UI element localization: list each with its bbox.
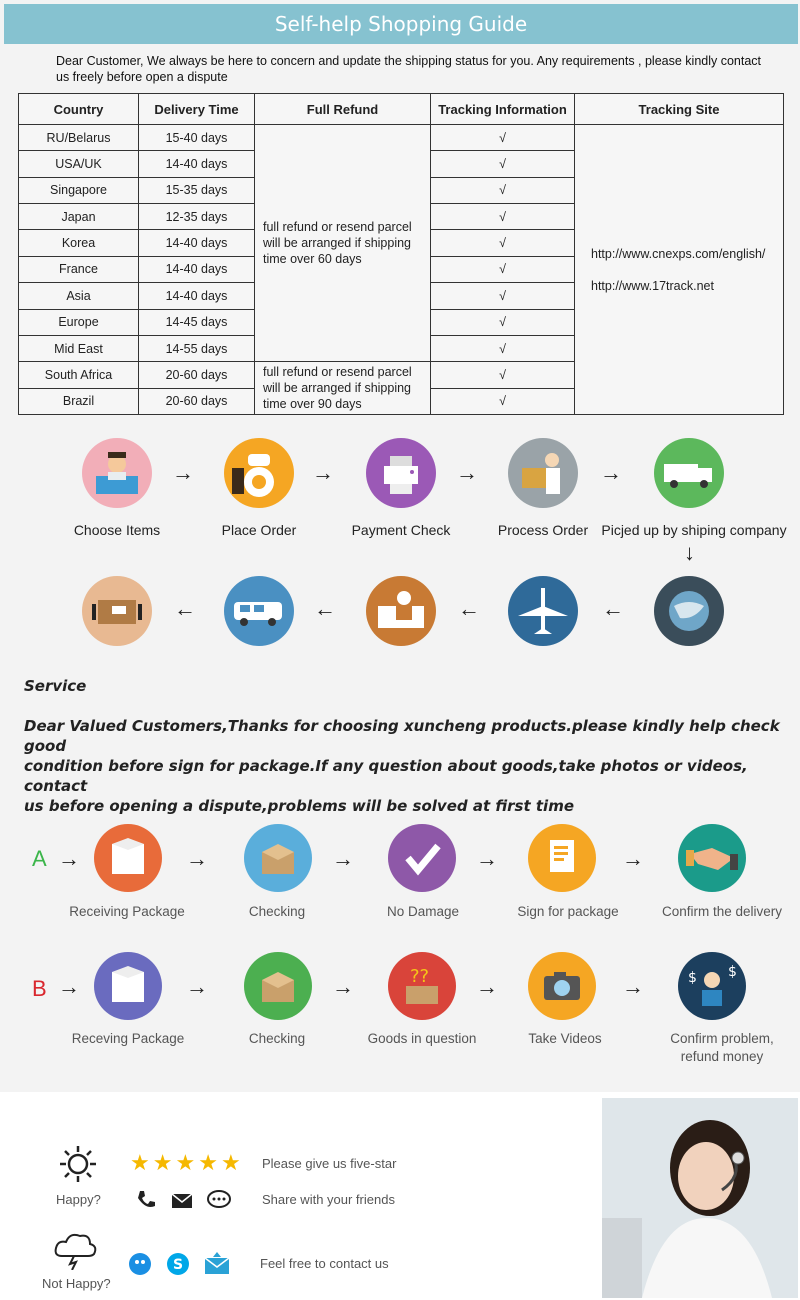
star-icon[interactable]: ★	[130, 1150, 150, 1175]
receiving-package-b-icon	[94, 952, 162, 1020]
tracking-site-link-17track[interactable]: http://www.17track.net	[591, 278, 714, 293]
flow-a-letter: A	[32, 846, 47, 871]
shipping-table	[18, 93, 784, 415]
package-delivered-icon	[82, 576, 152, 646]
tracking-check-cell: √	[431, 335, 575, 361]
truck-icon	[654, 438, 724, 508]
flow-a-label-5: Confirm the delivery	[661, 904, 783, 919]
country-cell: Brazil	[19, 388, 139, 414]
flow-b-arrow-1: →	[186, 974, 208, 999]
tracking-site-cell	[575, 125, 784, 415]
tracking-check-cell: √	[431, 256, 575, 282]
intro-text: Dear Customer, We always be here to concern and update the shipping status for you. Any requirements , please kindly contact us freely before open a dispute	[56, 54, 762, 84]
feedback-panel	[0, 1092, 800, 1300]
delivery-time-cell: 15-35 days	[139, 177, 255, 203]
delivery-time-cell: 20-60 days	[139, 362, 255, 388]
flow-b-label-1: Receving Package	[71, 1031, 185, 1046]
camera-icon	[528, 952, 596, 1020]
step-label-payment-check: Payment Check	[351, 522, 451, 538]
country-cell: RU/Belarus	[19, 125, 139, 151]
phone-icon[interactable]	[134, 1188, 158, 1212]
not-happy-label: Not Happy?	[42, 1276, 111, 1291]
payment-check-icon	[366, 438, 436, 508]
tracking-check-cell: √	[431, 388, 575, 414]
tracking-check-cell: √	[431, 177, 575, 203]
flow-b-arrow-0: →	[58, 974, 80, 999]
flow-a-arrow-1: →	[186, 846, 208, 871]
star-icon[interactable]: ★	[198, 1150, 218, 1175]
table-row	[19, 125, 784, 151]
check-mark-icon	[388, 824, 456, 892]
chat-icon[interactable]	[206, 1188, 232, 1212]
country-cell: France	[19, 256, 139, 282]
flow-a-arrow-4: →	[622, 846, 644, 871]
process-arrow-8: ←	[602, 596, 624, 621]
process-arrow-5: ←	[174, 596, 196, 621]
service-title: Service	[24, 677, 87, 695]
receiving-package-icon	[94, 824, 162, 892]
contact-text: Feel free to contact us	[260, 1256, 389, 1271]
flow-a-arrow-2: →	[332, 846, 354, 871]
process-arrow-3: →	[456, 460, 478, 485]
globe-icon	[654, 576, 724, 646]
contact-icons	[128, 1252, 230, 1276]
tracking-site-link-cnexps[interactable]: http://www.cnexps.com/english/	[591, 246, 766, 261]
place-order-icon	[224, 438, 294, 508]
flow-b-arrow-3: →	[476, 974, 498, 999]
flow-a-label-4: Sign for package	[517, 904, 619, 919]
header-tracking-information: Tracking Information	[431, 94, 575, 125]
refund-60-cell: full refund or resend parcel will be arranged if shipping time over 60 days	[255, 125, 431, 362]
sign-document-icon	[528, 824, 596, 892]
refund-90-cell: full refund or resend parcel will be arranged if shipping time over 90 days	[255, 362, 431, 415]
service-text: Dear Valued Customers,Thanks for choosing xuncheng products.please kindly help check good condition before sign for package.If any question about goods,take photos or videos, contact us before opening a dispute,problems will be solved at first time	[24, 717, 780, 815]
star-icon[interactable]: ★	[220, 1150, 241, 1175]
process-arrow-1: →	[172, 460, 194, 485]
delivery-time-cell: 14-45 days	[139, 309, 255, 335]
country-cell: Asia	[19, 283, 139, 309]
flow-b-label-2: Checking	[248, 1031, 306, 1046]
flow-a-arrow-0: →	[58, 846, 80, 871]
question-box-icon	[388, 952, 456, 1020]
delivery-time-cell: 20-60 days	[139, 388, 255, 414]
handshake-icon	[678, 824, 746, 892]
customs-officer-icon	[366, 576, 436, 646]
country-cell: Korea	[19, 230, 139, 256]
step-label-process-order: Process Order	[497, 522, 589, 538]
tracking-check-cell: √	[431, 230, 575, 256]
sun-icon	[58, 1144, 98, 1189]
svg-text:S: S	[173, 1257, 184, 1273]
checking-box-icon	[244, 824, 312, 892]
choose-items-icon	[82, 438, 152, 508]
country-cell: South Africa	[19, 362, 139, 388]
tracking-check-cell: √	[431, 151, 575, 177]
airplane-icon	[508, 576, 578, 646]
flow-a-label-2: Checking	[248, 904, 306, 919]
delivery-time-cell: 15-40 days	[139, 125, 255, 151]
happy-label: Happy?	[56, 1192, 101, 1207]
customer-service-photo	[602, 1098, 798, 1298]
storm-cloud-icon	[52, 1230, 98, 1275]
step-label-choose-items: Choose Items	[73, 522, 161, 538]
five-star-text: Please give us five-star	[262, 1156, 397, 1171]
header-delivery-time: Delivery Time	[139, 94, 255, 125]
process-arrow-down: ↓	[684, 540, 695, 565]
tracking-check-cell: √	[431, 125, 575, 151]
message-icon[interactable]	[204, 1252, 230, 1276]
tracking-check-cell: √	[431, 204, 575, 230]
country-cell: Mid East	[19, 335, 139, 361]
mail-icon[interactable]	[170, 1188, 194, 1212]
svg-text:$: $	[688, 970, 697, 986]
share-text: Share with your friends	[262, 1192, 395, 1207]
delivery-time-cell: 14-40 days	[139, 151, 255, 177]
tracking-check-cell: √	[431, 309, 575, 335]
step-label-place-order: Place Order	[221, 522, 297, 538]
checking-box-b-icon	[244, 952, 312, 1020]
svg-text:$: $	[728, 964, 737, 980]
van-icon	[224, 576, 294, 646]
svg-text:??: ??	[410, 966, 430, 987]
flow-b-letter: B	[32, 976, 47, 1001]
share-icons	[134, 1188, 232, 1212]
country-cell: Europe	[19, 309, 139, 335]
star-icon[interactable]: ★	[175, 1150, 196, 1175]
process-order-icon	[508, 438, 578, 508]
page-banner: Self-help Shopping Guide	[4, 4, 798, 44]
flow-b-label-5: Confirm problem, refund money	[670, 1031, 774, 1064]
flow-b-arrow-4: →	[622, 974, 644, 999]
delivery-time-cell: 14-40 days	[139, 230, 255, 256]
delivery-time-cell: 12-35 days	[139, 204, 255, 230]
process-arrow-2: →	[312, 460, 334, 485]
flow-a-arrow-3: →	[476, 846, 498, 871]
process-arrow-6: ←	[314, 596, 336, 621]
refund-money-icon	[678, 952, 746, 1020]
process-arrow-7: ←	[458, 596, 480, 621]
flow-b-label-3: Goods in question	[367, 1031, 477, 1046]
country-cell: Japan	[19, 204, 139, 230]
skype-icon[interactable]	[166, 1252, 190, 1276]
five-star-rating[interactable]	[130, 1150, 241, 1176]
flow-b-arrow-2: →	[332, 974, 354, 999]
country-cell: Singapore	[19, 177, 139, 203]
tracking-check-cell: √	[431, 283, 575, 309]
step-label-picked-up: Picjed up by shiping company	[601, 522, 787, 538]
table-header-row	[19, 94, 784, 125]
process-arrow-4: →	[600, 460, 622, 485]
header-full-refund: Full Refund	[255, 94, 431, 125]
flow-a-label-1: Receiving Package	[69, 904, 185, 919]
header-country: Country	[19, 94, 139, 125]
delivery-time-cell: 14-55 days	[139, 335, 255, 361]
country-cell: USA/UK	[19, 151, 139, 177]
delivery-time-cell: 14-40 days	[139, 256, 255, 282]
tracking-check-cell: √	[431, 362, 575, 388]
flow-a-label-3: No Damage	[386, 904, 460, 919]
messenger-icon[interactable]	[128, 1252, 152, 1276]
star-icon[interactable]: ★	[152, 1150, 173, 1175]
delivery-time-cell: 14-40 days	[139, 283, 255, 309]
header-tracking-site: Tracking Site	[575, 94, 784, 125]
flow-b-label-4: Take Videos	[528, 1031, 602, 1046]
